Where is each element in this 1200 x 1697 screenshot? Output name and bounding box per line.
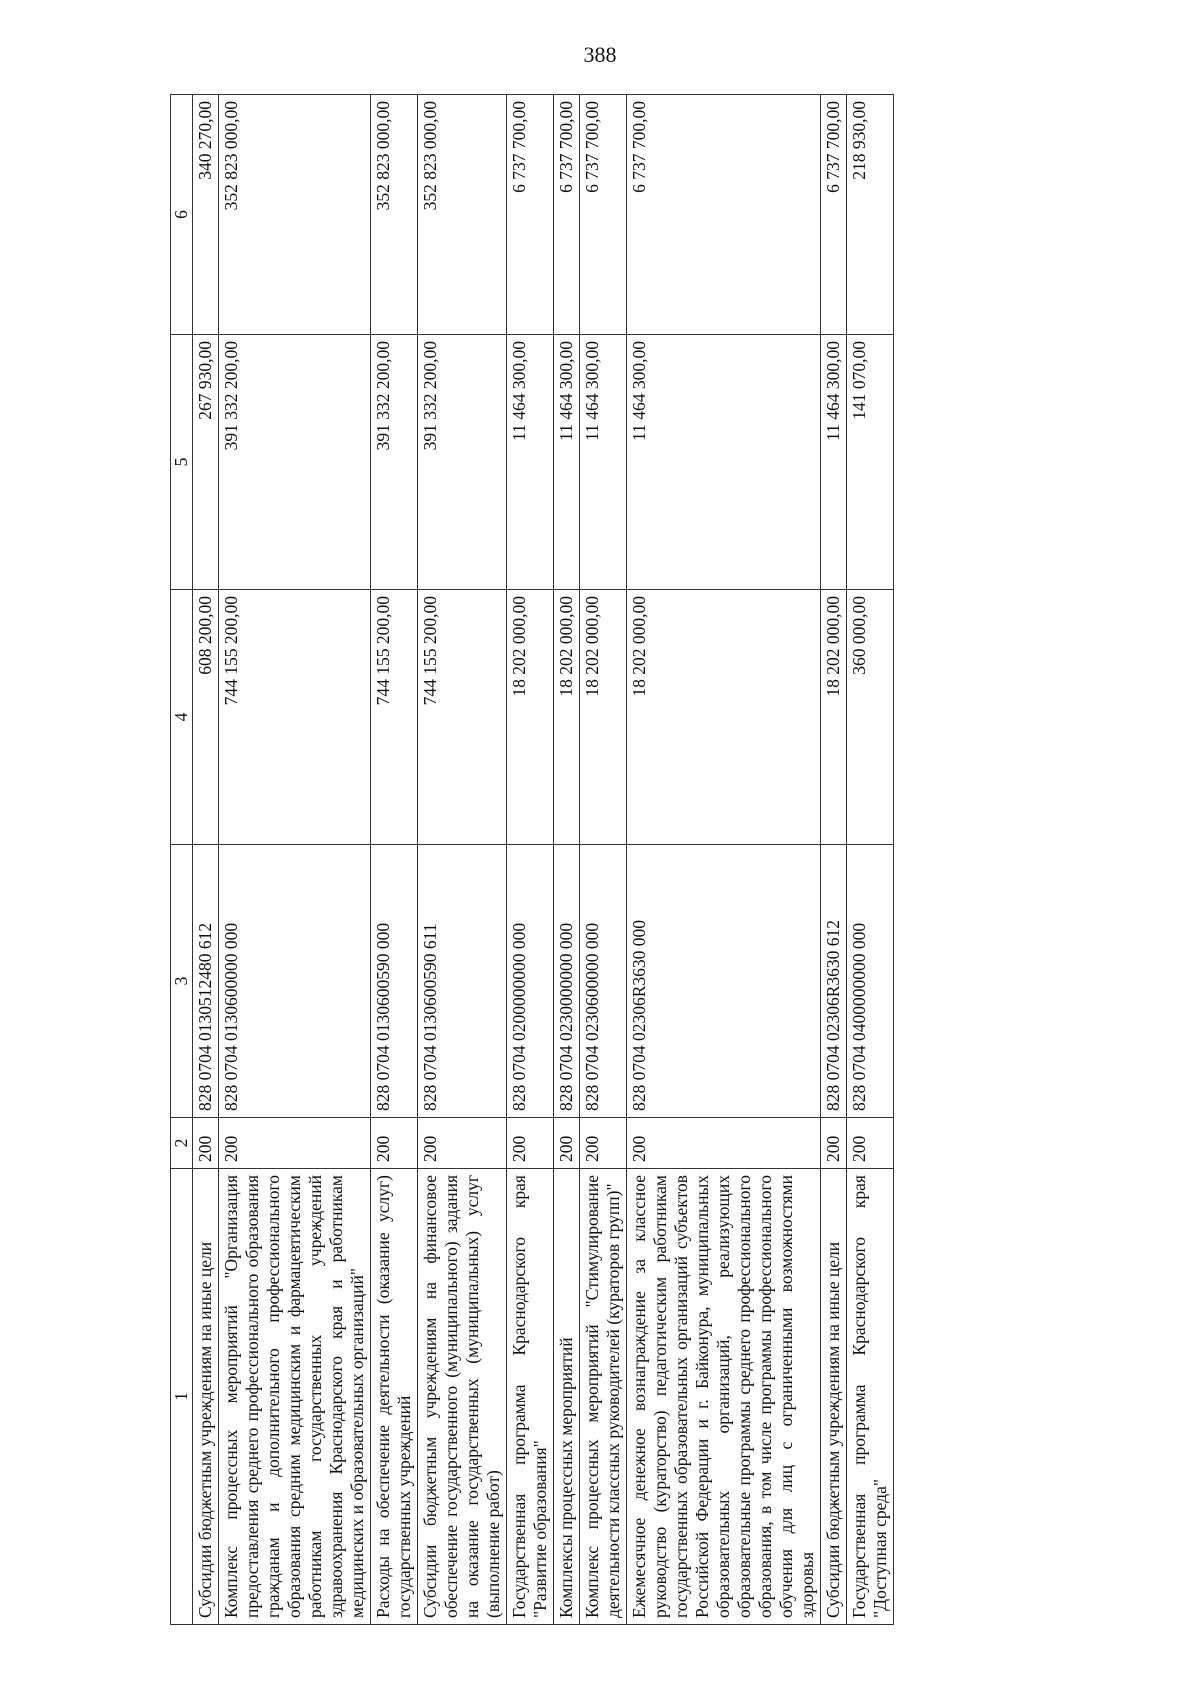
row-amount-col6: 6 737 700,00	[580, 95, 627, 335]
row-code: 200	[193, 1118, 219, 1169]
row-code: 200	[554, 1118, 580, 1169]
row-code: 200	[821, 1118, 847, 1169]
row-amount-col6: 340 270,00	[193, 95, 219, 335]
row-code: 200	[418, 1118, 507, 1169]
row-amount-col5: 11 464 300,00	[627, 335, 821, 590]
column-header: 2	[171, 1118, 193, 1169]
row-name: Комплекс процессных мероприятий "Организация предоставления среднего профессионального образования гражданам и дополнительного профессионального образования средним медицинским и фармацевтическим работникам государственных учреждений здравоохранения Краснодарского края и работникам медицинских и образовательных организаций"	[219, 1169, 371, 1625]
row-name: Комплексы процессных мероприятий	[554, 1169, 580, 1625]
row-amount-col5: 391 332 200,00	[219, 335, 371, 590]
row-amount-col4: 18 202 000,00	[627, 590, 821, 845]
row-amount-col5: 391 332 200,00	[371, 335, 418, 590]
row-amount-col6: 6 737 700,00	[627, 95, 821, 335]
row-amount-col5: 11 464 300,00	[821, 335, 847, 590]
table-row	[507, 95, 554, 1625]
row-code: 200	[847, 1118, 894, 1169]
row-amount-col6: 352 823 000,00	[219, 95, 371, 335]
row-kbk: 828 0704 0200000000 000	[507, 845, 554, 1118]
row-kbk: 828 0704 0130600590 611	[418, 845, 507, 1118]
table-row	[847, 95, 894, 1625]
row-kbk: 828 0704 0230600000 000	[580, 845, 627, 1118]
row-name: Субсидии бюджетным учреждениям на иные цели	[821, 1169, 847, 1625]
row-name: Расходы на обеспечение деятельности (оказание услуг) государственных учреждений	[371, 1169, 418, 1625]
row-code: 200	[219, 1118, 371, 1169]
row-kbk: 828 0704 02306R3630 612	[821, 845, 847, 1118]
row-name: Субсидии бюджетным учреждениям на финансовое обеспечение государственного (муниципального) задания на оказание государственных (муниципальных) услуг (выполнение работ)	[418, 1169, 507, 1625]
row-amount-col5: 141 070,00	[847, 335, 894, 590]
row-kbk: 828 0704 0230000000 000	[554, 845, 580, 1118]
row-amount-col6: 6 737 700,00	[507, 95, 554, 335]
table-row	[193, 95, 219, 1625]
table-row	[418, 95, 507, 1625]
row-code: 200	[627, 1118, 821, 1169]
row-amount-col5: 267 930,00	[193, 335, 219, 590]
row-code: 200	[580, 1118, 627, 1169]
row-amount-col4: 360 000,00	[847, 590, 894, 845]
table-row	[580, 95, 627, 1625]
row-amount-col4: 18 202 000,00	[507, 590, 554, 845]
budget-table-rotated	[170, 95, 1090, 1625]
row-amount-col4: 744 155 200,00	[219, 590, 371, 845]
row-name: Государственная программа Краснодарского края "Развитие образования"	[507, 1169, 554, 1625]
row-amount-col5: 11 464 300,00	[554, 335, 580, 590]
row-amount-col6: 352 823 000,00	[371, 95, 418, 335]
row-amount-col6: 352 823 000,00	[418, 95, 507, 335]
table-row	[821, 95, 847, 1625]
row-amount-col4: 18 202 000,00	[821, 590, 847, 845]
table-row	[627, 95, 821, 1625]
row-amount-col6: 218 930,00	[847, 95, 894, 335]
row-name: Государственная программа Краснодарского края "Доступная среда"	[847, 1169, 894, 1625]
page-number: 388	[583, 42, 617, 67]
row-amount-col4: 744 155 200,00	[418, 590, 507, 845]
row-kbk: 828 0704 02306R3630 000	[627, 845, 821, 1118]
table-row	[219, 95, 371, 1625]
row-amount-col5: 11 464 300,00	[507, 335, 554, 590]
row-amount-col4: 18 202 000,00	[554, 590, 580, 845]
column-header: 6	[171, 95, 193, 335]
row-code: 200	[507, 1118, 554, 1169]
row-amount-col6: 6 737 700,00	[554, 95, 580, 335]
row-amount-col5: 11 464 300,00	[580, 335, 627, 590]
table-row	[554, 95, 580, 1625]
row-kbk: 828 0704 0130600590 000	[371, 845, 418, 1118]
row-kbk: 828 0704 0130600000 000	[219, 845, 371, 1118]
column-header: 4	[171, 590, 193, 845]
row-kbk: 828 0704 0400000000 000	[847, 845, 894, 1118]
column-header: 3	[171, 845, 193, 1118]
table-row	[371, 95, 418, 1625]
row-amount-col4: 608 200,00	[193, 590, 219, 845]
row-amount-col4: 744 155 200,00	[371, 590, 418, 845]
row-amount-col5: 391 332 200,00	[418, 335, 507, 590]
row-amount-col4: 18 202 000,00	[580, 590, 627, 845]
budget-table	[170, 94, 894, 1625]
column-header: 1	[171, 1169, 193, 1625]
row-name: Ежемесячное денежное вознаграждение за классное руководство (кураторство) педагогическим работникам государственных образовательных организаций субъектов Российской Федерации и г. Байконура, муниципальных образовательных организаций, реализующих образовательные программы среднего профессионального образования, в том числе программы профессионального обучения для лиц с ограниченными возможностями здоровья	[627, 1169, 821, 1625]
row-name: Комплекс процессных мероприятий "Стимулирование деятельности классных руководителей (кураторов групп)"	[580, 1169, 627, 1625]
row-name: Субсидии бюджетным учреждениям на иные цели	[193, 1169, 219, 1625]
row-code: 200	[371, 1118, 418, 1169]
row-amount-col6: 6 737 700,00	[821, 95, 847, 335]
table-header-row	[171, 95, 193, 1625]
column-header: 5	[171, 335, 193, 590]
row-kbk: 828 0704 0130512480 612	[193, 845, 219, 1118]
